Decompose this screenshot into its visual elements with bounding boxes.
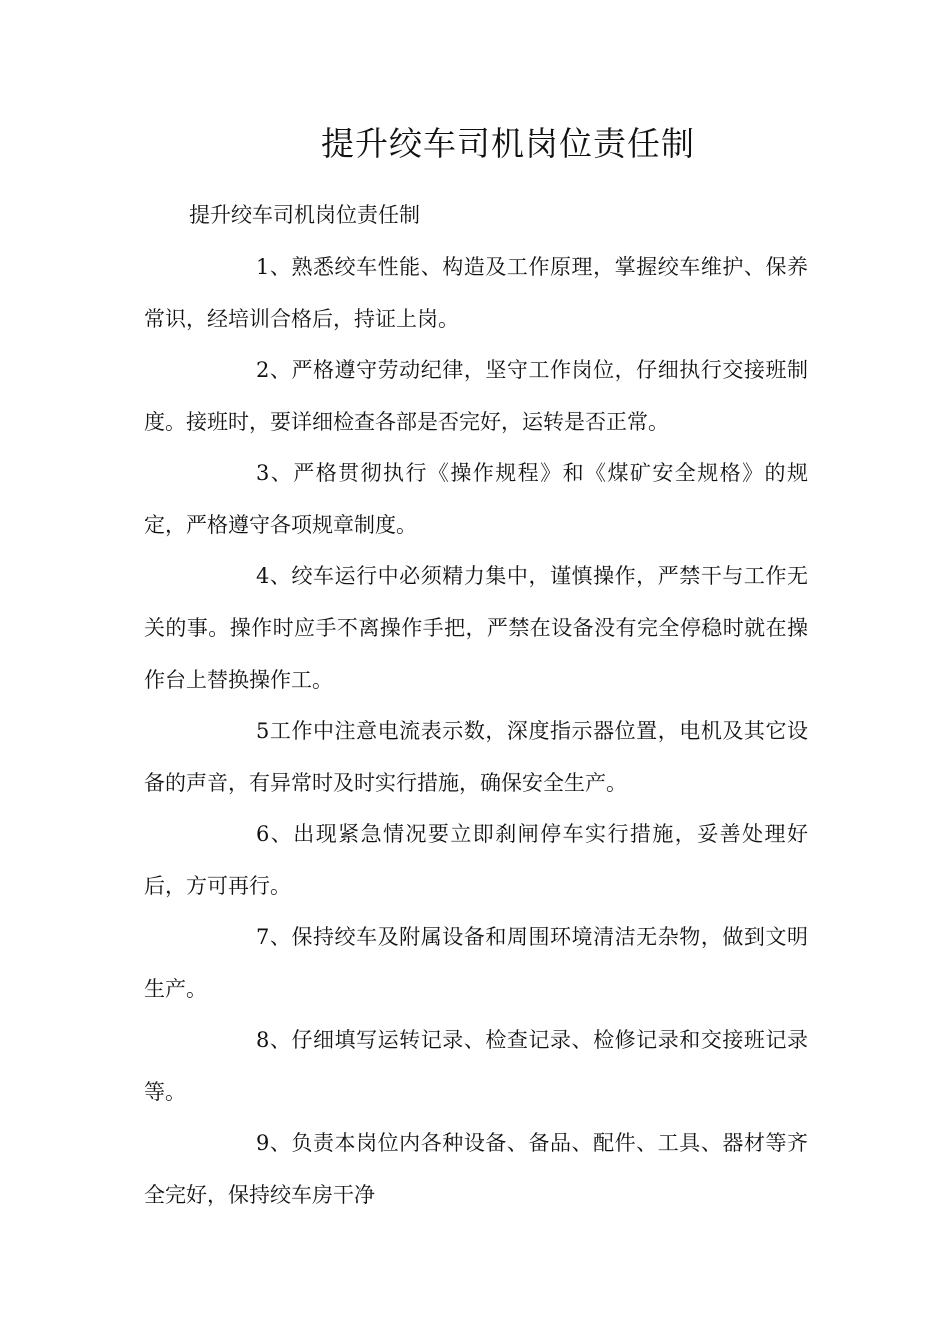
paragraph-7: 7、保持绞车及附属设备和周围环境清洁无杂物，做到文明生产。 xyxy=(144,925,808,1001)
paragraph-2: 2、严格遵守劳动纪律，坚守工作岗位，仔细执行交接班制度。接班时，要详细检查各部是否完好，运转是否正常。 xyxy=(144,358,808,434)
paragraph-3: 3、严格贯彻执行《操作规程》和《煤矿安全规格》的规定，严格遵守各项规章制度。 xyxy=(144,461,808,537)
paragraph-6: 6、出现紧急情况要立即刹闸停车实行措施，妥善处理好后，方可再行。 xyxy=(144,822,808,898)
paragraph-5: 5工作中注意电流表示数，深度指示器位置，电机及其它设备的声音，有异常时及时实行措施，确保安全生产。 xyxy=(144,719,808,795)
document-title: 提升绞车司机岗位责任制 xyxy=(321,124,695,163)
paragraph-8: 8、仔细填写运转记录、检查记录、检修记录和交接班记录等。 xyxy=(144,1028,808,1104)
paragraph-4: 4、绞车运行中必须精力集中，谨慎操作，严禁干与工作无关的事。操作时应手不离操作手把，严禁在设备没有完全停稳时就在操作台上替换操作工。 xyxy=(144,564,808,692)
paragraph-9: 9、负责本岗位内各种设备、备品、配件、工具、器材等齐全完好，保持绞车房干净 xyxy=(144,1131,808,1207)
paragraph-1: 1、熟悉绞车性能、构造及工作原理，掌握绞车维护、保养常识，经培训合格后，持证上岗。 xyxy=(144,255,808,331)
document-subtitle: 提升绞车司机岗位责任制 xyxy=(189,203,420,227)
